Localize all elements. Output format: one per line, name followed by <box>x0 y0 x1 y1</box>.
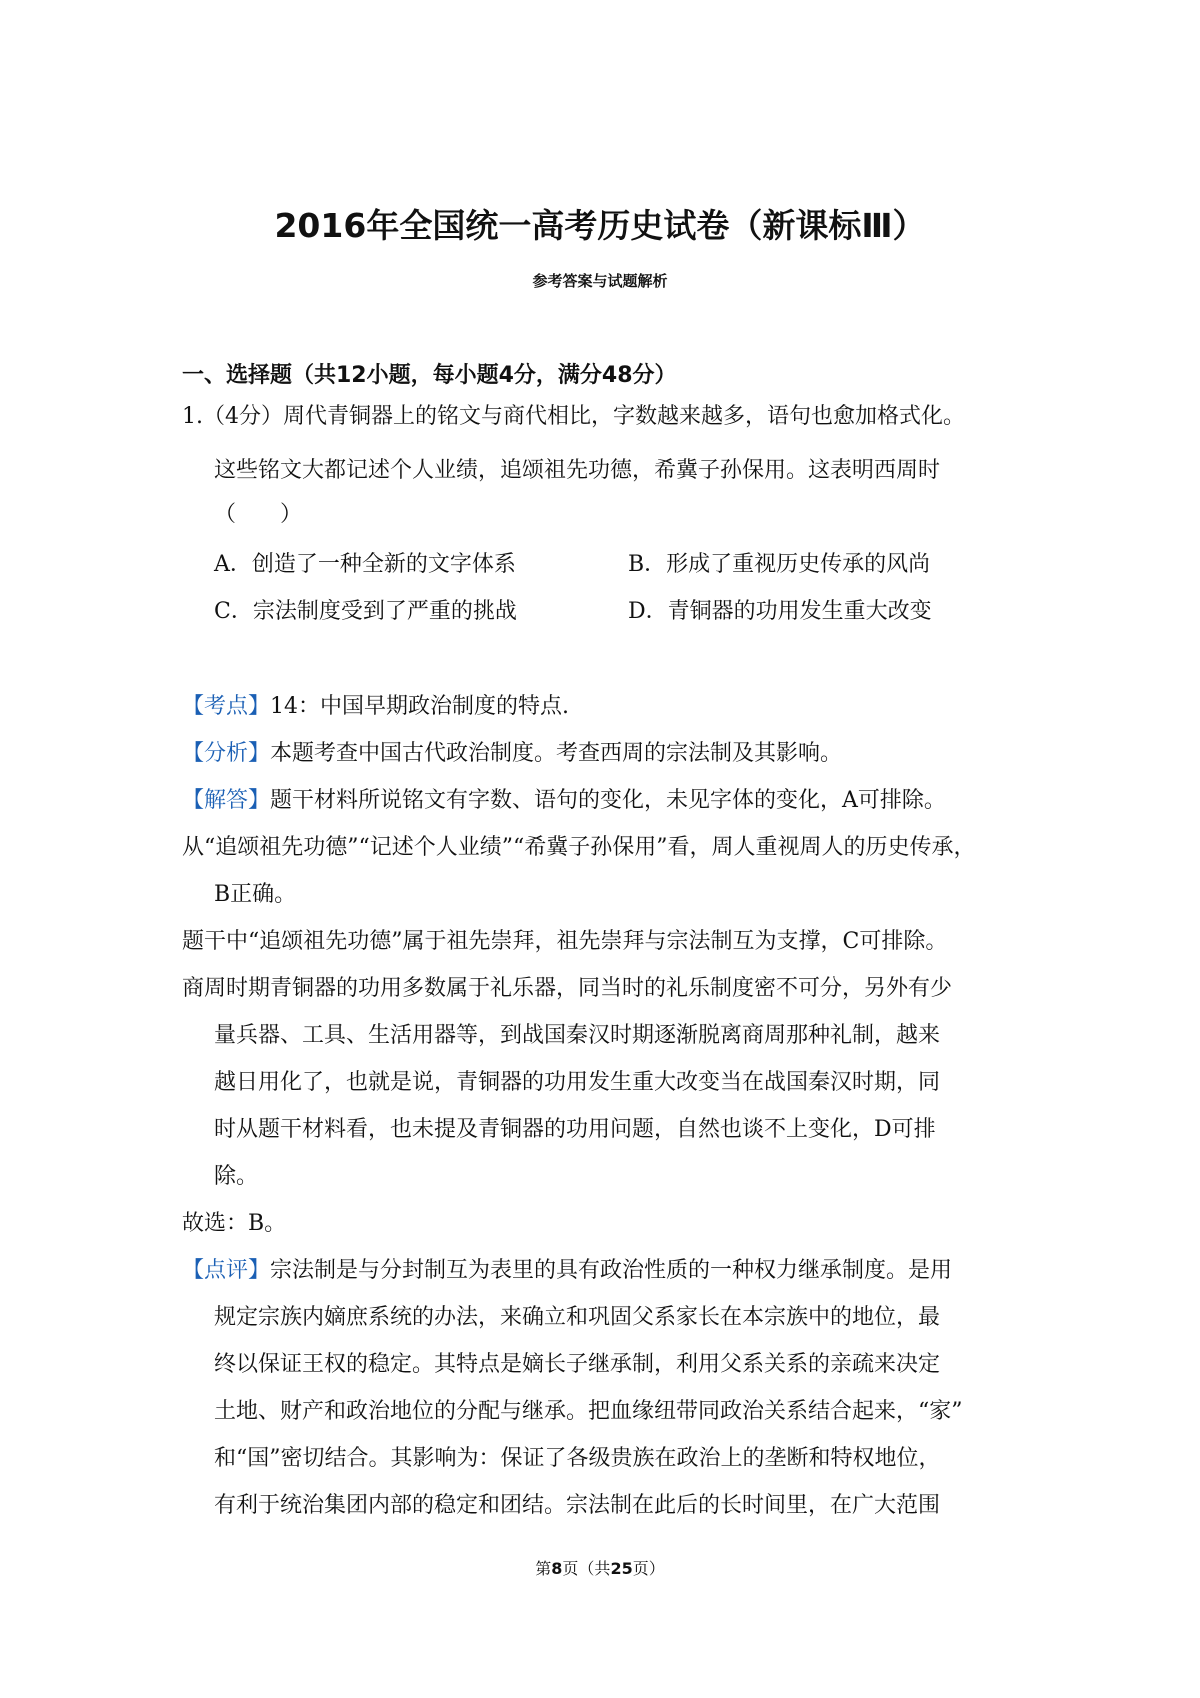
kaodian-row <box>182 692 569 722</box>
fenxi-text: 本题考查中国古代政治制度。考查西周的宗法制及其影响。 <box>270 741 843 766</box>
question-answer-blank: （ ） <box>214 502 303 527</box>
jieda-line-2: 从“追颂祖先功德”“记述个人业绩”“希冀子孙保用”看，周人重视周人的历史传承， <box>182 835 976 860</box>
kaodian-text: 14：中国早期政治制度的特点. <box>270 694 570 719</box>
option-a: A．创造了一种全新的文字体系 <box>214 552 516 577</box>
jieda-line-7: 越日用化了，也就是说，青铜器的功用发生重大改变当在战国秦汉时期，同 <box>214 1070 941 1095</box>
section-heading: 一、选择题（共12小题，每小题4分，满分48分） <box>182 363 677 388</box>
kaodian-tag: 【考点】 <box>182 694 271 719</box>
page-subtitle: 参考答案与试题解析 <box>532 272 668 290</box>
dianping-line-4: 土地、财产和政治地位的分配与继承。把血缘纽带同政治关系结合起来，“家” <box>214 1399 963 1424</box>
option-d: D．青铜器的功用发生重大改变 <box>628 599 932 624</box>
dianping-row <box>182 1256 952 1286</box>
footer-suffix: 页） <box>632 1559 665 1578</box>
footer-total-pages: 25 <box>610 1559 633 1578</box>
jieda-line-3: B正确。 <box>214 882 297 907</box>
fenxi-row <box>182 739 842 769</box>
question-stem-line-2: 这些铭文大都记述个人业绩，追颂祖先功德，希冀子孙保用。这表明西周时 <box>214 458 941 483</box>
dianping-line-3: 终以保证王权的稳定。其特点是嫡长子继承制，利用父系关系的亲疏来决定 <box>214 1352 941 1377</box>
dianping-line-1: 宗法制是与分封制互为表里的具有政治性质的一种权力继承制度。是用 <box>270 1258 953 1283</box>
page-footer <box>0 1556 1200 1579</box>
footer-page-number: 8 <box>551 1559 563 1578</box>
dianping-line-2: 规定宗族内嫡庶系统的办法，来确立和巩固父系家长在本宗族中的地位，最 <box>214 1305 941 1330</box>
jieda-line-1: 题干材料所说铭文有字数、语句的变化，未见字体的变化，A可排除。 <box>270 788 946 813</box>
jieda-line-9: 除。 <box>214 1164 259 1189</box>
dianping-line-6: 有利于统治集团内部的稳定和团结。宗法制在此后的长时间里，在广大范围 <box>214 1493 941 1518</box>
question-stem-line-1: 1.（4分）周代青铜器上的铭文与商代相比，字数越来越多，语句也愈加格式化。 <box>182 404 965 429</box>
jieda-row <box>182 786 946 816</box>
footer-middle: 页（共 <box>562 1559 611 1578</box>
option-b: B．形成了重视历史传承的风尚 <box>628 552 931 577</box>
jieda-line-4: 题干中“追颂祖先功德”属于祖先崇拜，祖先崇拜与宗法制互为支撑，C可排除。 <box>182 929 948 954</box>
dianping-line-5: 和“国”密切结合。其影响为：保证了各级贵族在政治上的垄断和特权地位， <box>214 1446 941 1471</box>
page-title: 2016年全国统一高考历史试卷（新课标Ⅲ） <box>274 206 926 245</box>
dianping-tag: 【点评】 <box>182 1258 271 1283</box>
final-answer: 故选：B。 <box>182 1211 287 1236</box>
jieda-line-8: 时从题干材料看，也未提及青铜器的功用问题，自然也谈不上变化，D可排 <box>214 1117 936 1142</box>
jieda-line-5: 商周时期青铜器的功用多数属于礼乐器，同当时的礼乐制度密不可分，另外有少 <box>182 976 953 1001</box>
jieda-tag: 【解答】 <box>182 788 271 813</box>
fenxi-tag: 【分析】 <box>182 741 271 766</box>
jieda-line-6: 量兵器、工具、生活用器等，到战国秦汉时期逐渐脱离商周那种礼制，越来 <box>214 1023 941 1048</box>
footer-prefix: 第 <box>535 1559 552 1578</box>
option-c: C．宗法制度受到了严重的挑战 <box>214 599 517 624</box>
